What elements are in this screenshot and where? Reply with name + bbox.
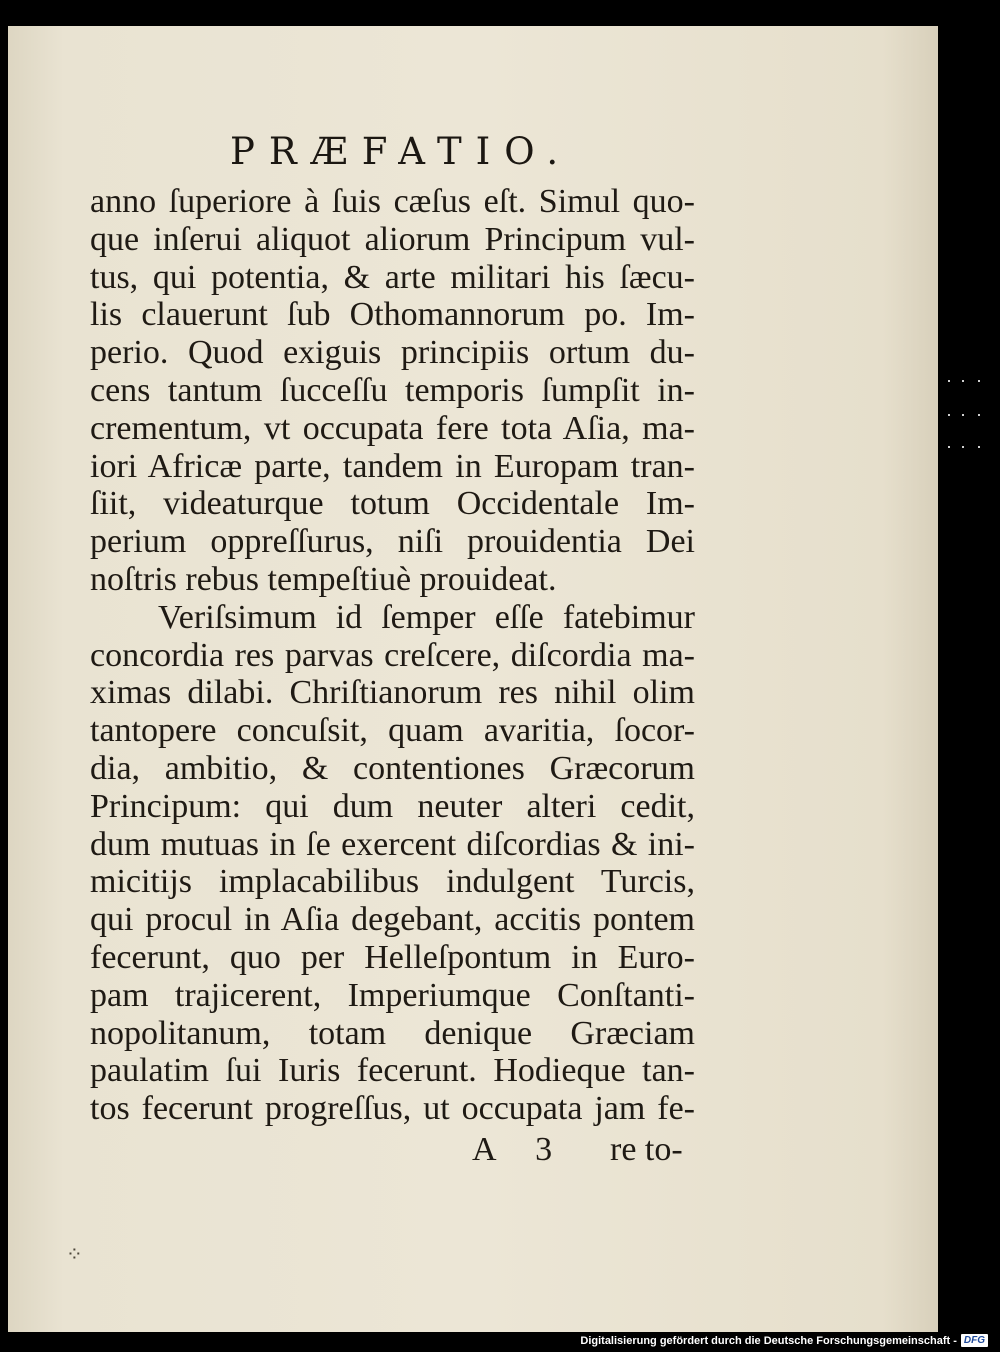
- body-text: [90, 183, 695, 1128]
- running-head: PRÆFATIO.: [230, 130, 573, 173]
- text-line: tus, qui potentia, & arte militari his ſæcu-: [90, 258, 695, 296]
- text-line: nopolitanum, totam denique Græciam: [90, 1014, 695, 1052]
- catchword: re to-: [610, 1131, 683, 1168]
- signature-mark: A 3: [472, 1131, 569, 1168]
- text-line: ſiit, videaturque totum Occidentale Im-: [90, 485, 695, 523]
- text-line: Principum: qui dum neuter alteri cedit,: [90, 787, 695, 825]
- dfg-logo[interactable]: DFG: [961, 1334, 988, 1347]
- text-line: crementum, vt occupata fere tota Aſia, ma-: [90, 409, 695, 447]
- text-line: micitijs implacabilibus indulgent Turcis,: [90, 863, 695, 901]
- text-line: concordia res parvas creſcere, diſcordia ma-: [90, 636, 695, 674]
- text-line: que inſerui aliquot aliorum Principum vul-: [90, 220, 695, 258]
- gutter-marks: [944, 380, 1000, 460]
- digitization-credit: [580, 1334, 988, 1347]
- text-line: anno ſuperiore à ſuis cæſus eſt. Simul quo-: [90, 183, 695, 220]
- text-line: iori Africæ parte, tandem in Europam tran-: [90, 447, 695, 485]
- credit-text: Digitalisierung gefördert durch die Deutsche Forschungsgemeinschaft -: [580, 1334, 957, 1347]
- text-line: pam trajicerent, Imperiumque Conſtanti-: [90, 976, 695, 1014]
- text-line: ximas dilabi. Chriſtianorum res nihil olim: [90, 674, 695, 712]
- text-line: fecerunt, quo per Helleſpontum in Euro-: [90, 938, 695, 976]
- text-line: qui procul in Aſia degebant, accitis pontem: [90, 901, 695, 939]
- text-line: lis clauerunt ſub Othomannorum po. Im-: [90, 296, 695, 334]
- text-line: paulatim ſui Iuris fecerunt. Hodieque tan-: [90, 1052, 695, 1090]
- text-line: cens tantum ſucceſſu temporis ſumpſit in-: [90, 371, 695, 409]
- text-line: tos fecerunt progreſſus, ut occupata jam fe-: [90, 1090, 695, 1128]
- text-line: noſtris rebus tempeſtiuè prouideat.: [90, 560, 557, 598]
- text-line: dum mutuas in ſe exercent diſcordias & ini-: [90, 825, 695, 863]
- text-line: perio. Quod exiguis principiis ortum du-: [90, 334, 695, 372]
- ink-smudge-icon: ⁘: [66, 1242, 83, 1266]
- text-line: tantopere concuſsit, quam avaritia, ſocor-: [90, 712, 695, 750]
- text-line: perium oppreſſurus, niſi prouidentia Dei: [90, 523, 695, 561]
- text-line: Veriſsimum id ſemper eſſe fatebimur: [158, 598, 695, 636]
- text-line: dia, ambitio, & contentiones Græcorum: [90, 749, 695, 787]
